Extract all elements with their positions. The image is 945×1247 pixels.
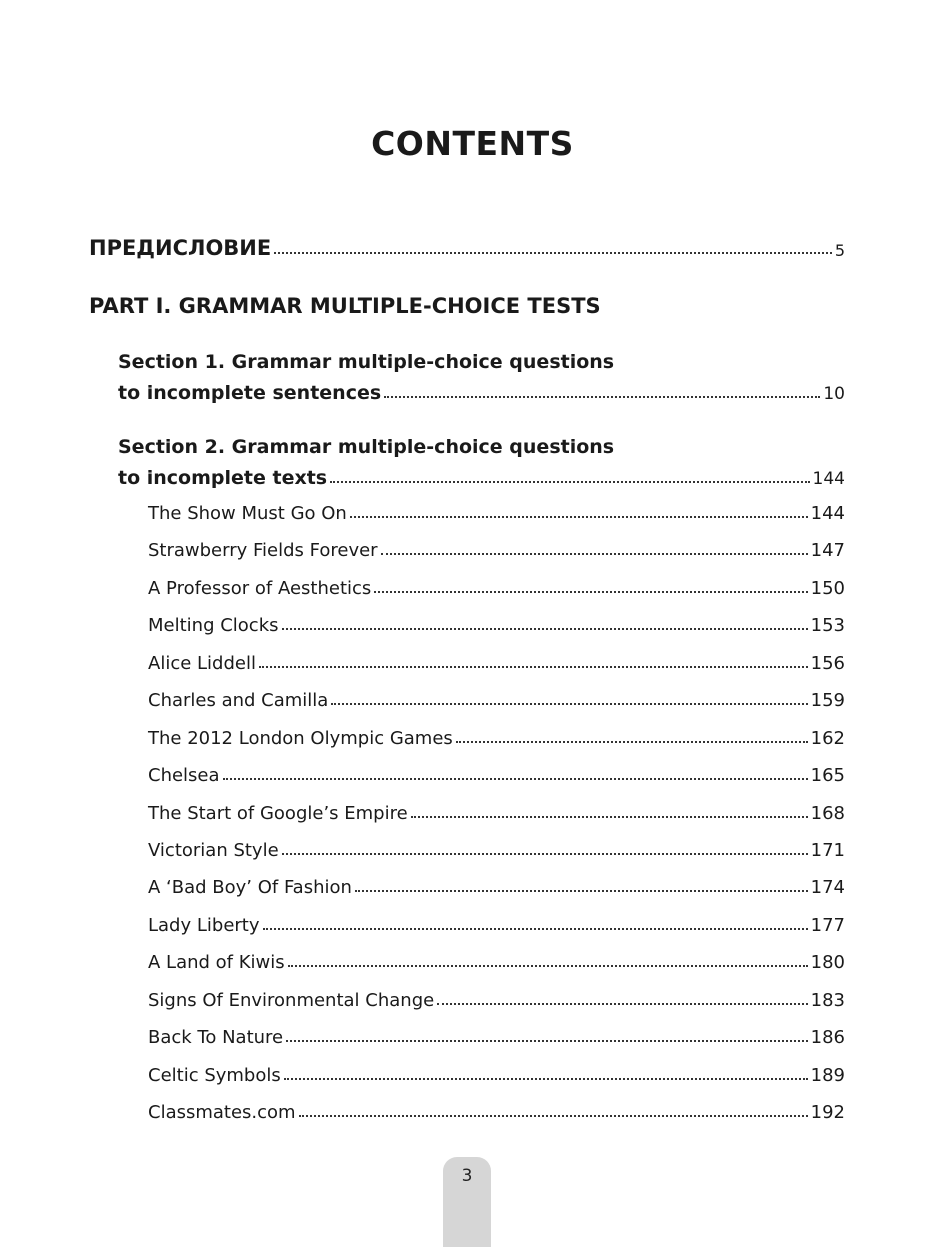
toc-entry[interactable] xyxy=(148,728,845,749)
toc-entry-page: 183 xyxy=(810,990,845,1011)
dot-leader xyxy=(330,481,809,483)
toc-entry-page: 150 xyxy=(810,578,845,599)
toc-entry-page: 171 xyxy=(810,840,845,861)
toc-entry-page: 177 xyxy=(810,915,845,936)
toc-entry[interactable] xyxy=(148,1065,845,1086)
dot-leader xyxy=(437,1003,807,1005)
toc-entry[interactable] xyxy=(148,615,845,636)
page-number: 3 xyxy=(461,1166,473,1186)
toc-entry-page: 165 xyxy=(810,765,845,786)
toc-entry-label: Signs Of Environmental Change xyxy=(148,990,435,1011)
toc-entry-label: ПРЕДИСЛОВИЕ xyxy=(89,236,272,260)
toc-entry-page: 180 xyxy=(810,952,845,973)
toc-entry-page: 147 xyxy=(810,540,845,561)
toc-entry-label: Charles and Camilla xyxy=(148,690,329,711)
toc-entry[interactable] xyxy=(148,1102,845,1123)
toc-entry-label: Lady Liberty xyxy=(148,915,260,936)
toc-entry[interactable] xyxy=(148,840,845,861)
toc-entry-label: The 2012 London Olympic Games xyxy=(148,728,453,749)
dot-leader xyxy=(263,928,808,930)
dot-leader xyxy=(288,965,808,967)
dot-leader xyxy=(355,890,808,892)
toc-entry-label: The Show Must Go On xyxy=(148,503,347,524)
toc-entry[interactable] xyxy=(148,653,845,674)
dot-leader xyxy=(374,591,807,593)
dot-leader xyxy=(331,703,807,705)
toc-entry[interactable] xyxy=(148,540,845,561)
toc-entry[interactable] xyxy=(148,952,845,973)
toc-entry-label: Strawberry Fields Forever xyxy=(148,540,378,561)
toc-entry-page: 186 xyxy=(810,1027,845,1048)
toc-entry-page: 5 xyxy=(834,241,845,260)
dot-leader xyxy=(284,1078,808,1080)
toc-entry[interactable] xyxy=(148,877,845,898)
dot-leader xyxy=(282,628,808,630)
toc-entry[interactable] xyxy=(148,915,845,936)
toc-entry-page: 144 xyxy=(812,469,845,489)
toc-entry-label: A ‘Bad Boy’ Of Fashion xyxy=(148,877,352,898)
toc-entry-label: Victorian Style xyxy=(148,840,279,861)
dot-leader xyxy=(350,516,808,518)
toc-entry-label: Melting Clocks xyxy=(148,615,279,636)
toc-entry[interactable] xyxy=(148,1027,845,1048)
toc-entry[interactable] xyxy=(148,503,845,524)
toc-entry[interactable] xyxy=(148,765,845,786)
dot-leader xyxy=(259,666,808,668)
toc-entry-page: 162 xyxy=(810,728,845,749)
toc-entry[interactable] xyxy=(148,690,845,711)
dot-leader xyxy=(274,252,832,254)
toc-entry-label: Chelsea xyxy=(148,765,220,786)
toc-entry-label: Back To Nature xyxy=(148,1027,284,1048)
section-2-title-line1: Section 2. Grammar multiple-choice questions xyxy=(118,436,615,458)
toc-entry-label: Celtic Symbols xyxy=(148,1065,281,1086)
toc-entry-page: 10 xyxy=(823,384,845,404)
toc-entry-page: 153 xyxy=(810,615,845,636)
toc-entry-preface[interactable] xyxy=(89,236,845,260)
page-title: CONTENTS xyxy=(371,124,574,163)
toc-entry-label: A Land of Kiwis xyxy=(148,952,285,973)
toc-entry-label: to incomplete sentences xyxy=(118,382,382,404)
part-heading: PART I. GRAMMAR MULTIPLE-CHOICE TESTS xyxy=(89,294,601,318)
toc-entry-label: Classmates.com xyxy=(148,1102,296,1123)
dot-leader xyxy=(384,396,820,398)
dot-leader xyxy=(456,741,808,743)
toc-entry-section-1[interactable] xyxy=(118,382,845,404)
toc-entry-section-2[interactable] xyxy=(118,467,845,489)
toc-entry-label: Alice Liddell xyxy=(148,653,256,674)
toc-entry[interactable] xyxy=(148,990,845,1011)
page-number-tab xyxy=(443,1157,491,1247)
toc-entry[interactable] xyxy=(148,578,845,599)
toc-entry-page: 144 xyxy=(810,503,845,524)
toc-entry[interactable] xyxy=(148,803,845,824)
dot-leader xyxy=(299,1115,808,1117)
toc-entry-label: A Professor of Aesthetics xyxy=(148,578,372,599)
dot-leader xyxy=(223,778,808,780)
dot-leader xyxy=(381,553,808,555)
toc-entry-page: 192 xyxy=(810,1102,845,1123)
dot-leader xyxy=(282,853,808,855)
toc-entry-page: 189 xyxy=(810,1065,845,1086)
toc-entry-label: to incomplete texts xyxy=(118,467,328,489)
toc-entry-label: The Start of Google’s Empire xyxy=(148,803,408,824)
toc-entry-page: 159 xyxy=(810,690,845,711)
toc-entry-page: 156 xyxy=(810,653,845,674)
toc-entry-page: 174 xyxy=(810,877,845,898)
dot-leader xyxy=(411,816,808,818)
dot-leader xyxy=(286,1040,808,1042)
toc-entry-page: 168 xyxy=(810,803,845,824)
section-1-title-line1: Section 1. Grammar multiple-choice questions xyxy=(118,351,615,373)
